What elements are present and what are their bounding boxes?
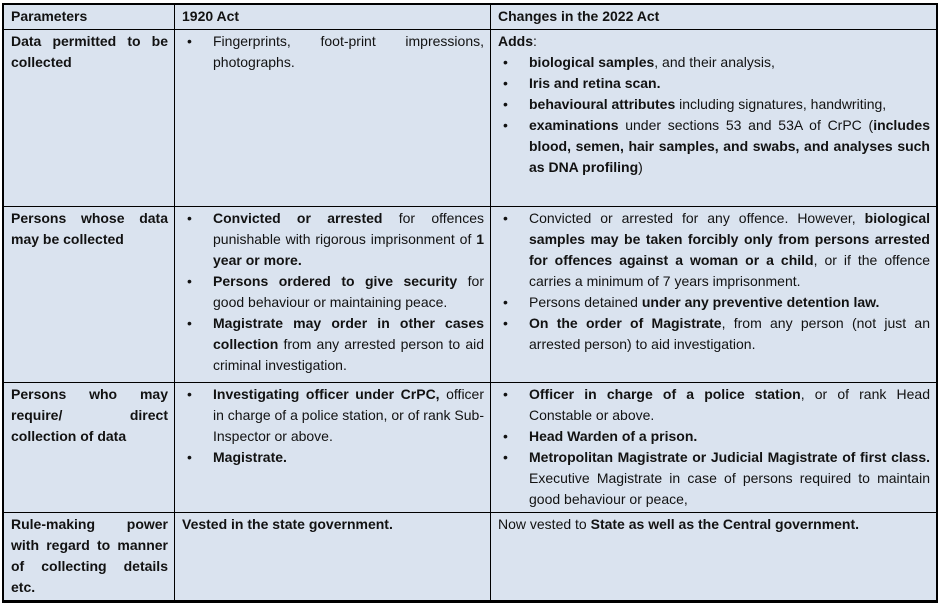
cell-1920-act bbox=[175, 513, 491, 600]
text-segment: examinations bbox=[529, 117, 619, 133]
comparison-table bbox=[2, 3, 938, 603]
bullet-item bbox=[182, 271, 484, 313]
bullet-icon: • bbox=[187, 33, 192, 49]
text-segment: under sections 53 and 53A of CrPC ( bbox=[618, 117, 874, 133]
bullet-icon: • bbox=[187, 449, 192, 465]
bullet-item bbox=[498, 208, 930, 292]
table-header-row bbox=[4, 5, 936, 30]
bullet-icon: • bbox=[503, 210, 508, 226]
header-2022-act: Changes in the 2022 Act bbox=[498, 8, 660, 24]
cell-parameter: Data permitted to be collected bbox=[4, 30, 175, 206]
bullet-icon: • bbox=[187, 386, 192, 402]
text-segment: Adds bbox=[498, 33, 533, 49]
bullet-text bbox=[529, 313, 930, 355]
text-segment: officer in charge of a police station, or of rank Sub-Inspector or above. bbox=[213, 386, 484, 444]
paragraph bbox=[498, 514, 930, 535]
text-segment: On the order of Magistrate bbox=[529, 315, 722, 331]
text-segment: Head Warden of a prison. bbox=[529, 428, 698, 444]
paragraph bbox=[498, 31, 930, 52]
bullet-item bbox=[182, 447, 484, 468]
text-segment: , from any person (not just an arrested person) to aid investigation. bbox=[529, 315, 930, 352]
bullet-item bbox=[182, 313, 484, 376]
text-segment: behavioural attributes bbox=[529, 96, 676, 112]
cell-2022-act bbox=[491, 30, 936, 206]
bullet-text bbox=[213, 384, 484, 447]
bullet-item bbox=[498, 94, 930, 115]
bullet-icon: • bbox=[503, 96, 508, 112]
bullet-icon: • bbox=[187, 210, 192, 226]
bullet-item bbox=[498, 52, 930, 73]
text-segment: : bbox=[533, 33, 537, 49]
bullet-text bbox=[529, 384, 930, 426]
bullet-icon: • bbox=[503, 75, 508, 91]
text-segment: biological samples bbox=[529, 54, 655, 70]
text-segment: , and their analysis, bbox=[654, 54, 775, 70]
table-body bbox=[4, 30, 936, 600]
text-segment: 1 year or more. bbox=[213, 231, 484, 268]
bullet-item bbox=[182, 208, 484, 271]
cell-parameter: Persons who may require/ direct collection of data bbox=[4, 383, 175, 512]
text-segment: under any preventive detention law. bbox=[641, 294, 880, 310]
text-segment: Persons ordered to give security bbox=[213, 273, 458, 289]
bullet-icon: • bbox=[187, 315, 192, 331]
text-segment: Investigating officer under CrPC, bbox=[213, 386, 440, 402]
bullet-text bbox=[529, 208, 930, 292]
bullet-item bbox=[182, 31, 484, 73]
text-segment: Magistrate. bbox=[213, 449, 287, 465]
bullet-icon: • bbox=[503, 386, 508, 402]
text-segment: for good behaviour or maintaining peace. bbox=[213, 273, 484, 310]
bullet-icon: • bbox=[187, 273, 192, 289]
bullet-icon: • bbox=[503, 117, 508, 133]
cell-2022-act bbox=[491, 207, 936, 382]
bullet-text bbox=[529, 426, 930, 447]
bullet-item bbox=[498, 292, 930, 313]
bullet-item bbox=[498, 384, 930, 426]
text-segment: Magistrate may order in other cases collection bbox=[213, 315, 484, 352]
cell-2022-act bbox=[491, 513, 936, 600]
bullet-text bbox=[213, 271, 484, 313]
bullet-text bbox=[529, 292, 930, 313]
bullet-text bbox=[529, 52, 930, 73]
bullet-text bbox=[213, 31, 484, 73]
cell-1920-act bbox=[175, 207, 491, 382]
paragraph bbox=[182, 514, 484, 535]
text-segment: Fingerprints, foot-print impressions, photographs. bbox=[213, 33, 484, 70]
bullet-text bbox=[213, 447, 484, 468]
cell-1920-act bbox=[175, 383, 491, 512]
cell-parameter: Persons whose data may be collected bbox=[4, 207, 175, 382]
text-segment: , or if the offence carries a minimum of 7 years imprisonment. bbox=[529, 252, 930, 289]
text-segment: Officer in charge of a police station bbox=[529, 386, 801, 402]
text-segment: ) bbox=[638, 159, 643, 175]
bullet-text bbox=[529, 94, 930, 115]
cell-parameter: Rule-making power with regard to manner of collecting details etc. bbox=[4, 513, 175, 600]
bullet-text bbox=[529, 115, 930, 178]
bullet-item bbox=[498, 426, 930, 447]
bullet-text bbox=[213, 208, 484, 271]
text-segment: for offences punishable with rigorous imprisonment of bbox=[213, 210, 484, 247]
bullet-icon: • bbox=[503, 54, 508, 70]
header-1920-act: 1920 Act bbox=[175, 5, 491, 29]
table-row bbox=[4, 30, 936, 207]
text-segment: Convicted or arrested bbox=[213, 210, 383, 226]
text-segment: Metropolitan Magistrate or Judicial Magistrate of first class. bbox=[529, 449, 930, 465]
table-row bbox=[4, 513, 936, 600]
text-segment: , or of rank Head Constable or above. bbox=[529, 386, 930, 423]
text-segment: including signatures, handwriting, bbox=[675, 96, 887, 112]
cell-2022-act bbox=[491, 383, 936, 512]
text-segment: State as well as the Central government. bbox=[590, 516, 860, 532]
text-segment: Iris and retina scan. bbox=[529, 75, 661, 91]
bullet-item bbox=[182, 384, 484, 447]
text-segment: Vested in the state government. bbox=[182, 516, 393, 532]
bullet-text bbox=[529, 447, 930, 510]
text-segment: from any arrested person to aid criminal investigation. bbox=[213, 336, 484, 373]
bullet-text bbox=[213, 313, 484, 376]
text-segment: Now vested to bbox=[498, 516, 591, 532]
bullet-icon: • bbox=[503, 428, 508, 444]
bullet-icon: • bbox=[503, 449, 508, 465]
bullet-icon: • bbox=[503, 294, 508, 310]
table-row bbox=[4, 207, 936, 383]
text-segment: Persons detained bbox=[529, 294, 642, 310]
bullet-item bbox=[498, 313, 930, 355]
text-segment: Convicted or arrested for any offence. However, bbox=[529, 210, 865, 226]
text-segment: biological samples may be taken forcibly only from persons arrested for offences against a woman or a child bbox=[529, 210, 930, 268]
bullet-icon: • bbox=[503, 315, 508, 331]
bullet-text bbox=[529, 73, 930, 94]
bullet-item bbox=[498, 73, 930, 94]
bullet-item bbox=[498, 115, 930, 178]
bullet-item bbox=[498, 447, 930, 510]
table-row bbox=[4, 383, 936, 513]
text-segment: includes blood, semen, hair samples, and swabs, and analyses such as DNA profiling bbox=[529, 117, 930, 175]
cell-1920-act bbox=[175, 30, 491, 206]
header-parameters: Parameters bbox=[4, 5, 175, 29]
text-segment: Executive Magistrate in case of persons required to maintain good behaviour or peace, bbox=[529, 470, 930, 507]
